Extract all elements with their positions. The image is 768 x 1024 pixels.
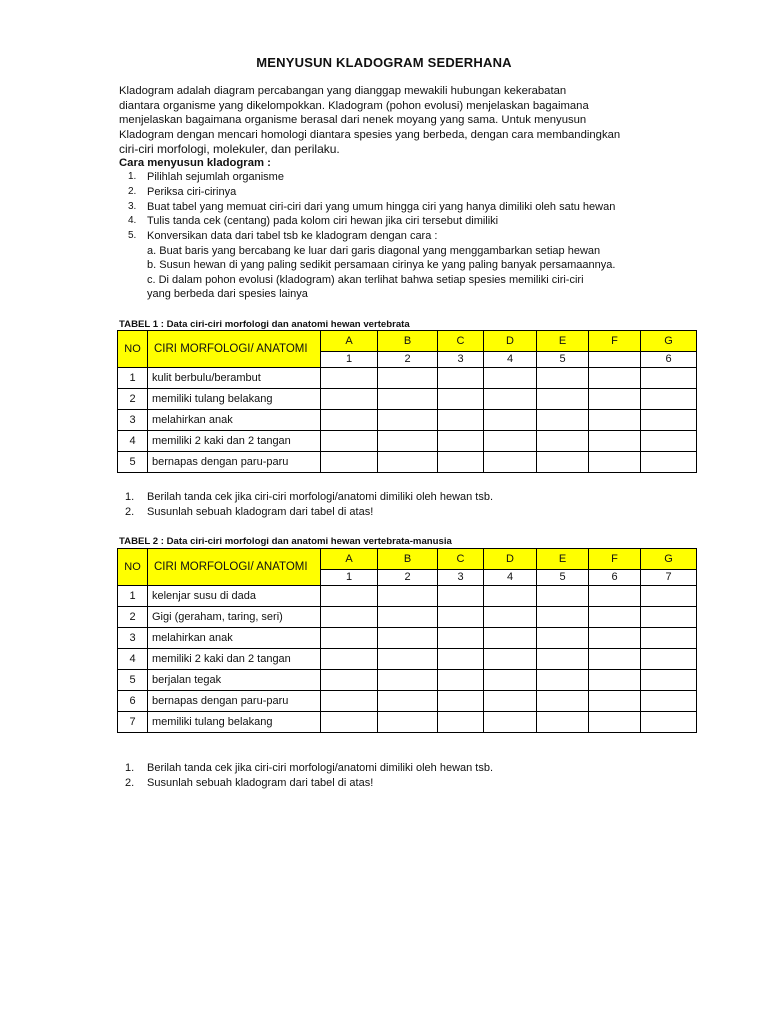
- check-cell[interactable]: [537, 451, 589, 472]
- check-cell[interactable]: [321, 690, 378, 711]
- row-ciri: kelenjar susu di dada: [148, 585, 321, 606]
- step-item: [119, 185, 689, 200]
- check-cell[interactable]: [537, 690, 589, 711]
- check-cell[interactable]: [484, 627, 537, 648]
- check-cell[interactable]: [537, 409, 589, 430]
- question-number: 2.: [125, 505, 135, 518]
- substep-item: a. Buat baris yang bercabang ke luar dari garis diagonal yang menggambarkan setiap hewan: [147, 244, 601, 257]
- check-cell[interactable]: [641, 648, 697, 669]
- question-number: 2.: [125, 776, 135, 789]
- check-cell[interactable]: [321, 669, 378, 690]
- check-cell[interactable]: [438, 669, 484, 690]
- table2-header-row: [118, 549, 697, 570]
- check-cell[interactable]: [537, 627, 589, 648]
- check-cell[interactable]: [589, 669, 641, 690]
- check-cell[interactable]: [641, 388, 697, 409]
- intro-paragraph: [119, 84, 679, 157]
- check-cell[interactable]: [484, 690, 537, 711]
- check-cell[interactable]: [589, 367, 641, 388]
- table-row: [118, 711, 697, 732]
- row-ciri: bernapas dengan paru-paru: [148, 690, 321, 711]
- check-cell[interactable]: [321, 409, 378, 430]
- check-cell[interactable]: [484, 388, 537, 409]
- check-cell[interactable]: [321, 627, 378, 648]
- table-row: [118, 648, 697, 669]
- table2-col-number: 7: [641, 570, 697, 586]
- check-cell[interactable]: [589, 451, 641, 472]
- row-number: 5: [118, 451, 148, 472]
- check-cell[interactable]: [321, 367, 378, 388]
- check-cell[interactable]: [589, 585, 641, 606]
- check-cell[interactable]: [378, 585, 438, 606]
- check-cell[interactable]: [438, 690, 484, 711]
- check-cell[interactable]: [378, 627, 438, 648]
- table1-col-letter: G: [641, 331, 697, 352]
- table-row: [118, 367, 697, 388]
- check-cell[interactable]: [438, 711, 484, 732]
- intro-line: Kladogram adalah diagram percabangan yang dianggap mewakili hubungan kekerabatan: [119, 85, 567, 97]
- substep-item: b. Susun hewan di yang paling sedikit persamaan cirinya ke yang paling banyak persamaannya.: [147, 259, 616, 272]
- table1: [117, 330, 697, 473]
- check-cell[interactable]: [537, 388, 589, 409]
- table2-col-letter: E: [537, 549, 589, 570]
- check-cell[interactable]: [537, 606, 589, 627]
- table1-no-header: NO: [118, 331, 148, 368]
- check-cell[interactable]: [438, 648, 484, 669]
- table-row: [118, 669, 697, 690]
- row-ciri: Gigi (geraham, taring, seri): [148, 606, 321, 627]
- table2-col-letter: C: [438, 549, 484, 570]
- question-text: Berilah tanda cek jika ciri-ciri morfologi/anatomi dimiliki oleh hewan tsb.: [147, 491, 494, 503]
- check-cell[interactable]: [641, 711, 697, 732]
- check-cell[interactable]: [537, 585, 589, 606]
- check-cell[interactable]: [641, 409, 697, 430]
- check-cell[interactable]: [321, 388, 378, 409]
- table1-col-number: 2: [378, 352, 438, 368]
- check-cell[interactable]: [641, 606, 697, 627]
- check-cell[interactable]: [378, 606, 438, 627]
- check-cell[interactable]: [641, 430, 697, 451]
- row-number: 6: [118, 690, 148, 711]
- table1-col-number: 5: [537, 352, 589, 368]
- table2-col-letter: A: [321, 549, 378, 570]
- step-number: 2.: [128, 185, 137, 197]
- check-cell[interactable]: [378, 711, 438, 732]
- table2-col-number: 4: [484, 570, 537, 586]
- check-cell[interactable]: [321, 711, 378, 732]
- intro-line: diantara organisme yang dikelompokkan. Kladogram (pohon evolusi) menjelaskan bagaimana: [119, 99, 589, 112]
- check-cell[interactable]: [537, 711, 589, 732]
- table2-col-number: 5: [537, 570, 589, 586]
- table2-col-letter: G: [641, 549, 697, 570]
- check-cell[interactable]: [378, 690, 438, 711]
- check-cell[interactable]: [321, 451, 378, 472]
- table1-col-letter: B: [378, 331, 438, 352]
- check-cell[interactable]: [321, 606, 378, 627]
- table1-col-letter: E: [537, 331, 589, 352]
- check-cell[interactable]: [378, 430, 438, 451]
- row-ciri: melahirkan anak: [148, 627, 321, 648]
- steps-heading: Cara menyusun kladogram :: [119, 157, 271, 169]
- check-cell[interactable]: [484, 606, 537, 627]
- table2-col-letter: F: [589, 549, 641, 570]
- row-ciri: bernapas dengan paru-paru: [148, 451, 321, 472]
- substep-item: yang berbeda dari spesies lainya: [147, 288, 308, 301]
- intro-line: Kladogram dengan mencari homologi diantara spesies yang berbeda, dengan cara membandingkan: [119, 128, 621, 141]
- check-cell[interactable]: [438, 367, 484, 388]
- table2: [117, 548, 697, 733]
- table1-col-letter: C: [438, 331, 484, 352]
- question-text: Susunlah sebuah kladogram dari tabel di atas!: [147, 505, 374, 518]
- table1-header-row: [118, 331, 697, 352]
- check-cell[interactable]: [589, 690, 641, 711]
- table2-col-number: 2: [378, 570, 438, 586]
- check-cell[interactable]: [589, 648, 641, 669]
- row-number: 7: [118, 711, 148, 732]
- check-cell[interactable]: [484, 409, 537, 430]
- row-number: 2: [118, 388, 148, 409]
- table1-col-letter: F: [589, 331, 641, 352]
- check-cell[interactable]: [438, 585, 484, 606]
- table2-ciri-header: CIRI MORFOLOGI/ ANATOMI: [148, 549, 321, 586]
- table2-col-letter: D: [484, 549, 537, 570]
- row-number: 4: [118, 648, 148, 669]
- table-row: [118, 409, 697, 430]
- intro-line: ciri-ciri morfologi, molekuler, dan perilaku.: [119, 142, 340, 157]
- check-cell[interactable]: [321, 430, 378, 451]
- check-cell[interactable]: [321, 648, 378, 669]
- question-text: Berilah tanda cek jika ciri-ciri morfologi/anatomi dimiliki oleh hewan tsb.: [147, 762, 494, 774]
- table-row: [118, 585, 697, 606]
- check-cell[interactable]: [484, 451, 537, 472]
- check-cell[interactable]: [438, 627, 484, 648]
- table-row: [118, 430, 697, 451]
- table-row: [118, 690, 697, 711]
- check-cell[interactable]: [537, 669, 589, 690]
- check-cell[interactable]: [378, 367, 438, 388]
- table2-col-number: 1: [321, 570, 378, 586]
- row-number: 1: [118, 367, 148, 388]
- step-text: Buat tabel yang memuat ciri-ciri dari yang umum hingga ciri yang hanya dimiliki oleh satu hewan: [147, 200, 616, 213]
- check-cell[interactable]: [378, 669, 438, 690]
- check-cell[interactable]: [438, 388, 484, 409]
- question-number: 1.: [125, 762, 135, 774]
- check-cell[interactable]: [378, 388, 438, 409]
- row-ciri: melahirkan anak: [148, 409, 321, 430]
- row-number: 3: [118, 409, 148, 430]
- table2-caption: TABEL 2 : Data ciri-ciri morfologi dan anatomi hewan vertebrata-manusia: [119, 536, 452, 547]
- check-cell[interactable]: [589, 606, 641, 627]
- table1-col-number: 1: [321, 352, 378, 368]
- question-text: Susunlah sebuah kladogram dari tabel di atas!: [147, 776, 374, 789]
- check-cell[interactable]: [641, 367, 697, 388]
- table1-col-number: [589, 352, 641, 368]
- check-cell[interactable]: [484, 367, 537, 388]
- row-ciri: kulit berbulu/berambut: [148, 367, 321, 388]
- check-cell[interactable]: [641, 669, 697, 690]
- step-number: 1.: [128, 171, 137, 182]
- check-cell[interactable]: [537, 367, 589, 388]
- table1-col-number: 6: [641, 352, 697, 368]
- table2-col-number: 3: [438, 570, 484, 586]
- check-cell[interactable]: [589, 409, 641, 430]
- check-cell[interactable]: [438, 409, 484, 430]
- step-text: Periksa ciri-cirinya: [147, 185, 237, 198]
- check-cell[interactable]: [641, 627, 697, 648]
- row-number: 3: [118, 627, 148, 648]
- check-cell[interactable]: [438, 451, 484, 472]
- step-text: Tulis tanda cek (centang) pada kolom ciri hewan jika ciri tersebut dimiliki: [147, 215, 499, 228]
- table2-col-letter: B: [378, 549, 438, 570]
- step-item: [119, 229, 689, 244]
- check-cell[interactable]: [537, 648, 589, 669]
- check-cell[interactable]: [641, 585, 697, 606]
- table1-col-letter: D: [484, 331, 537, 352]
- row-number: 2: [118, 606, 148, 627]
- check-cell[interactable]: [589, 711, 641, 732]
- check-cell[interactable]: [484, 430, 537, 451]
- check-cell[interactable]: [641, 451, 697, 472]
- row-ciri: berjalan tegak: [148, 669, 321, 690]
- table-row: [118, 606, 697, 627]
- step-text: Pilihlah sejumlah organisme: [147, 171, 284, 183]
- question-number: 1.: [125, 491, 135, 503]
- row-number: 5: [118, 669, 148, 690]
- page-title: MENYUSUN KLADOGRAM SEDERHANA: [256, 55, 512, 70]
- table2-no-header: NO: [118, 549, 148, 586]
- check-cell[interactable]: [378, 409, 438, 430]
- step-number: 4.: [128, 215, 137, 227]
- step-number: 5.: [128, 230, 137, 242]
- step-item: [119, 200, 689, 215]
- table1-caption: TABEL 1 : Data ciri-ciri morfologi dan anatomi hewan vertebrata: [119, 319, 410, 330]
- table-row: [118, 627, 697, 648]
- check-cell[interactable]: [484, 585, 537, 606]
- table1-col-number: 3: [438, 352, 484, 368]
- row-ciri: memiliki 2 kaki dan 2 tangan: [148, 648, 321, 669]
- substep-item: c. Di dalam pohon evolusi (kladogram) akan terlihat bahwa setiap spesies memiliki ciri-ciri: [147, 273, 584, 286]
- check-cell[interactable]: [484, 711, 537, 732]
- intro-line: menjelaskan bagaimana organisme berasal dari nenek moyang yang sama. Untuk menyusun: [119, 114, 587, 127]
- check-cell[interactable]: [378, 451, 438, 472]
- steps-list: [119, 170, 689, 302]
- check-cell[interactable]: [438, 606, 484, 627]
- row-ciri: memiliki tulang belakang: [148, 711, 321, 732]
- table1-ciri-header: CIRI MORFOLOGI/ ANATOMI: [148, 331, 321, 368]
- row-ciri: memiliki tulang belakang: [148, 388, 321, 409]
- check-cell[interactable]: [641, 690, 697, 711]
- table-row: [118, 388, 697, 409]
- step-item: [119, 214, 689, 229]
- row-ciri: memiliki 2 kaki dan 2 tangan: [148, 430, 321, 451]
- table2-col-number: 6: [589, 570, 641, 586]
- check-cell[interactable]: [378, 648, 438, 669]
- table1-col-number: 4: [484, 352, 537, 368]
- step-item: [119, 170, 689, 185]
- step-text: Konversikan data dari tabel tsb ke kladogram dengan cara :: [147, 230, 438, 243]
- check-cell[interactable]: [589, 388, 641, 409]
- check-cell[interactable]: [484, 669, 537, 690]
- check-cell[interactable]: [438, 430, 484, 451]
- table-row: [118, 451, 697, 472]
- table1-col-letter: A: [321, 331, 378, 352]
- row-number: 1: [118, 585, 148, 606]
- check-cell[interactable]: [537, 430, 589, 451]
- check-cell[interactable]: [484, 648, 537, 669]
- step-number: 3.: [128, 200, 137, 212]
- check-cell[interactable]: [589, 430, 641, 451]
- check-cell[interactable]: [589, 627, 641, 648]
- check-cell[interactable]: [321, 585, 378, 606]
- row-number: 4: [118, 430, 148, 451]
